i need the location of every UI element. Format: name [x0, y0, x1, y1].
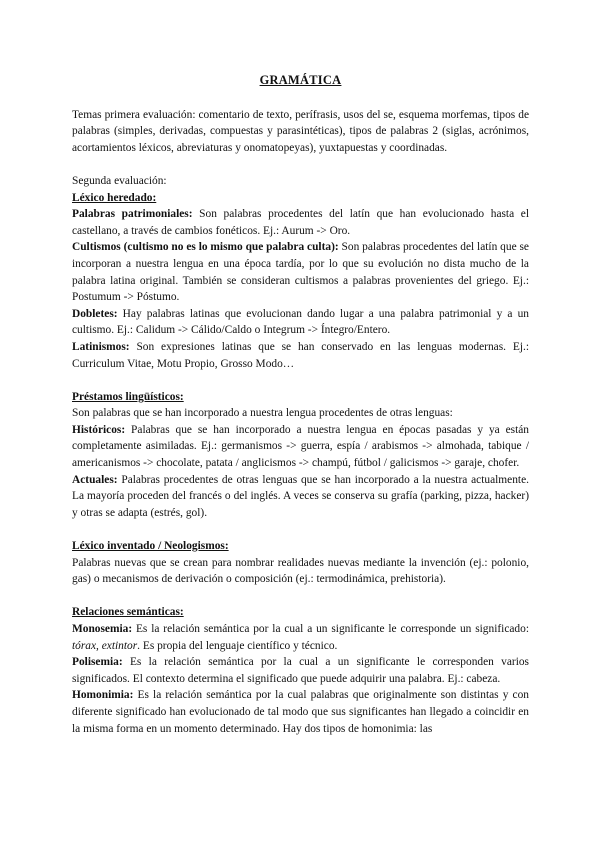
- text-polisemia: Es la relación semántica por la cual a un significante le corresponden varios significados. El contexto determina el significado que puede adquirir una palabra. Ej.: cabeza.: [72, 656, 529, 685]
- term-patrimoniales: Palabras patrimoniales:: [72, 208, 193, 221]
- section-heading-prestamos: Préstamos lingüísticos:: [72, 390, 184, 403]
- section-heading-relaciones: Relaciones semánticas:: [72, 606, 184, 619]
- text-latinismos: Son expresiones latinas que se han conservado en las lenguas modernas. Ej.: Curriculum Vitae, Motu Propio, Grosso Modo…: [72, 340, 529, 370]
- term-actuales: Actuales:: [72, 473, 118, 486]
- spacer: [72, 588, 529, 605]
- term-historicos: Históricos:: [72, 423, 126, 436]
- term-cultismos: Cultismos (cultismo no es lo mismo que palabra culta):: [72, 241, 339, 254]
- segunda-evaluacion-label: Segunda evaluación:: [72, 174, 167, 187]
- paragraph-historicos: [72, 422, 529, 472]
- page-title: GRAMÁTICA: [259, 73, 342, 87]
- section-heading-lexico-inventado: Léxico inventado / Neologismos:: [72, 540, 229, 553]
- text-actuales: Palabras procedentes de otras lenguas que se han incorporado a la nuestra actualmente. La mayoría proceden del francés o del inglés. A veces se conserva su grafía (parking, pizza, hacker) y otras se adapta (estrés, gol).: [72, 473, 529, 519]
- paragraph-patrimoniales: [72, 206, 529, 239]
- paragraph-latinismos: [72, 339, 529, 372]
- example-monosemia: tórax, extintor: [72, 639, 138, 652]
- term-polisemia: Polisemia:: [72, 656, 123, 669]
- term-homonimia: Homonimia:: [72, 689, 134, 702]
- spacer: [72, 372, 529, 389]
- paragraph-actuales: [72, 472, 529, 522]
- text-dobletes: Hay palabras latinas que evolucionan dando lugar a una palabra patrimonial y a un cultismo. Ej.: Calidum -> Cálido/Caldo o Integrum -> Íntegro/Entero.: [72, 307, 529, 337]
- paragraph-dobletes: [72, 306, 529, 339]
- paragraph-polisemia: [72, 654, 529, 687]
- paragraph-neologismos: Palabras nuevas que se crean para nombrar realidades nuevas mediante la invención (ej.: polonio, gas) o mecanismos de derivación o composición (ej.: termodinámica, prehistoria).: [72, 556, 529, 586]
- text-patrimoniales: Son palabras procedentes del latín que han evolucionado hasta el castellano, a través de cambios fonéticos. Ej.: Aurum -> Oro.: [72, 208, 530, 237]
- paragraph-cultismos: [72, 239, 529, 305]
- paragraph-homonimia: [72, 687, 529, 737]
- term-monosemia: Monosemia:: [72, 623, 133, 635]
- spacer: [72, 156, 529, 173]
- term-dobletes: Dobletes:: [72, 307, 118, 320]
- temas-paragraph: Temas primera evaluación: comentario de texto, perífrasis, usos del se, esquema morfemas, tipos de palabras (simples, derivadas, compuestas y parasintéticas), tipos de palabras 2 (siglas, acrónimos, acortamientos léxicos, abreviaturas y onomatopeyas), yuxtapuestas y coordinadas.: [72, 108, 529, 154]
- term-latinismos: Latinismos:: [72, 340, 130, 353]
- text-historicos: Palabras que se han incorporado a nuestra lengua en épocas pasadas y ya están completamente asimiladas. Ej.: germanismos -> guerra, espía / arabismos -> almohada, tabique / americanismos -> chocolate, patata / anglicismos -> champú, fútbol / galicismos -> garaje, chofer.: [72, 423, 529, 470]
- spacer: [72, 521, 529, 538]
- paragraph-monosemia: [72, 621, 529, 654]
- paragraph-prestamos-intro: Son palabras que se han incorporado a nuestra lengua procedentes de otras lenguas:: [72, 407, 453, 420]
- text-monosemia-b: . Es propia del lenguaje científico y técnico.: [137, 639, 338, 652]
- section-heading-lexico-heredado: Léxico heredado:: [72, 191, 157, 204]
- text-homonimia: Es la relación semántica por la cual palabras que originalmente son distintas y con diferente significado han evolucionado de tal modo que sus significantes han llegado a coincidir en la misma forma en un momento determinado. Hay dos tipos de homonimia: las: [72, 689, 529, 735]
- text-cultismos: Son palabras procedentes del latín que se incorporan a nuestra lengua en una época tardía, por lo que su evolución no dista mucho de la palabra latina original. También se consideran cultismos a palabras provenientes del griego. Ej.: Postumum -> Póstumo.: [72, 241, 529, 304]
- text-monosemia-a: Es la relación semántica por la cual a un significante le corresponde un significado:: [132, 623, 529, 635]
